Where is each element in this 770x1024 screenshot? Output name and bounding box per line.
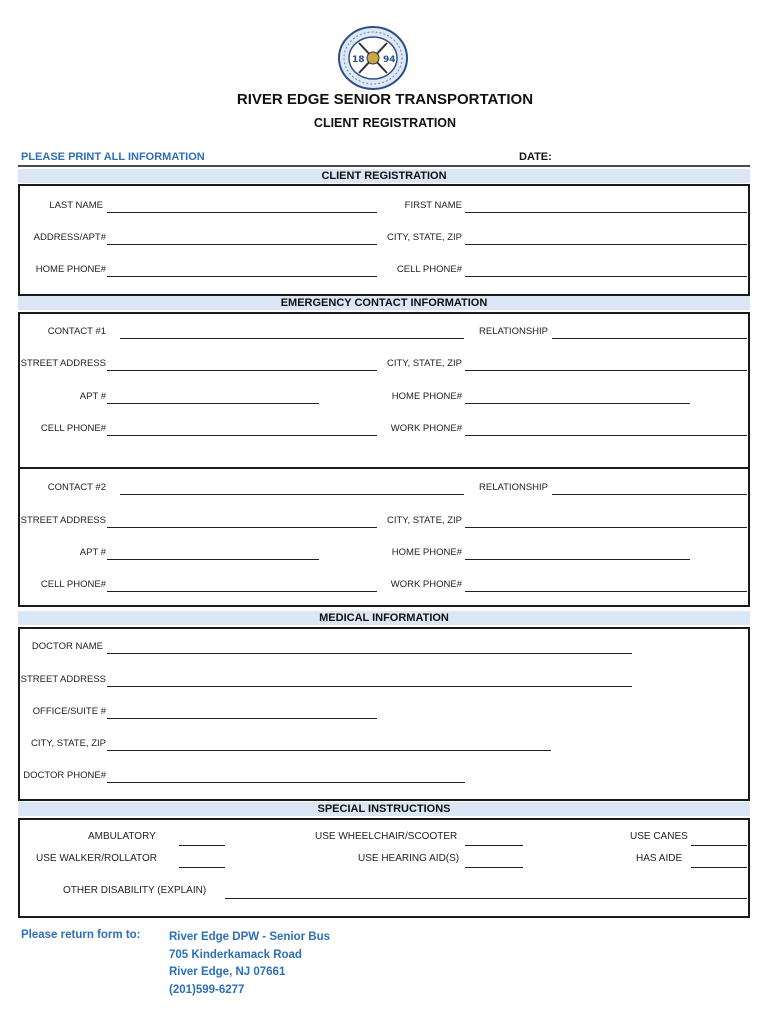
doctor-street-field[interactable] (107, 686, 632, 687)
address-field[interactable] (107, 244, 377, 245)
work-phone-2-label: WORK PHONE# (390, 579, 462, 590)
work-phone-1-field[interactable] (465, 435, 747, 436)
relationship-1-label: RELATIONSHIP (479, 326, 548, 337)
city-1-field[interactable] (465, 370, 747, 371)
apt-2-field[interactable] (107, 559, 319, 560)
street-1-field[interactable] (107, 370, 377, 371)
work-phone-1-label: WORK PHONE# (390, 423, 462, 434)
ambulatory-field[interactable] (179, 845, 225, 846)
return-address-line: River Edge DPW - Senior Bus (169, 931, 331, 943)
city-state-zip-label: CITY, STATE, ZIP (387, 232, 462, 243)
apt-2-label: APT # (79, 547, 106, 558)
emergency-section-heading: EMERGENCY CONTACT INFORMATION (18, 296, 750, 310)
borough-seal-icon (337, 25, 409, 91)
doctor-name-label: DOCTOR NAME (31, 641, 103, 652)
city-state-zip-field[interactable] (465, 244, 747, 245)
form-title: RIVER EDGE SENIOR TRANSPORTATION (236, 91, 534, 108)
first-name-field[interactable] (465, 212, 747, 213)
cell-phone-field[interactable] (465, 276, 747, 277)
wheelchair-label: USE WHEELCHAIR/SCOOTER (315, 831, 458, 842)
return-address-line: 705 Kinderkamack Road (169, 948, 302, 961)
contact-divider (18, 467, 750, 469)
doctor-name-field[interactable] (107, 653, 632, 654)
cell-phone-2-field[interactable] (107, 591, 377, 592)
hearing-aid-field[interactable] (465, 867, 523, 868)
relationship-1-field[interactable] (552, 338, 747, 339)
home-phone-1-field[interactable] (465, 403, 690, 404)
contact-1-field[interactable] (120, 338, 464, 339)
form-subtitle: CLIENT REGISTRATION (313, 116, 457, 130)
office-suite-label: OFFICE/SUITE # (32, 706, 106, 717)
return-address-line: River Edge, NJ 07661 (169, 966, 286, 978)
home-phone-label: HOME PHONE# (35, 264, 106, 275)
cell-phone-2-label: CELL PHONE# (40, 579, 106, 590)
relationship-2-label: RELATIONSHIP (479, 482, 548, 493)
address-label: ADDRESS/APT# (33, 232, 106, 243)
last-name-field[interactable] (107, 212, 377, 213)
special-section-heading: SPECIAL INSTRUCTIONS (18, 802, 750, 816)
apt-1-label: APT # (79, 391, 106, 402)
first-name-label: FIRST NAME (404, 200, 462, 211)
client-section-heading: CLIENT REGISTRATION (18, 169, 750, 183)
contact-2-label: CONTACT #2 (47, 482, 106, 493)
city-2-field[interactable] (465, 527, 747, 528)
aide-field[interactable] (691, 867, 747, 868)
doctor-phone-field[interactable] (107, 782, 465, 783)
canes-label: USE CANES (630, 831, 688, 842)
home-phone-1-label: HOME PHONE# (391, 391, 462, 402)
office-suite-field[interactable] (107, 718, 377, 719)
contact-1-label: CONTACT #1 (47, 326, 106, 337)
ambulatory-label: AMBULATORY (88, 831, 156, 842)
cell-phone-label: CELL PHONE# (396, 264, 462, 275)
relationship-2-field[interactable] (552, 494, 747, 495)
doctor-city-label: CITY, STATE, ZIP (31, 738, 106, 749)
return-label: Please return form to: (21, 929, 141, 941)
wheelchair-field[interactable] (465, 845, 523, 846)
cell-phone-1-label: CELL PHONE# (40, 423, 106, 434)
svg-text:94: 94 (383, 55, 396, 65)
home-phone-2-label: HOME PHONE# (391, 547, 462, 558)
cell-phone-1-field[interactable] (107, 435, 377, 436)
walker-label: USE WALKER/ROLLATOR (36, 853, 157, 864)
hearing-aid-label: USE HEARING AID(S) (358, 853, 460, 864)
print-note: PLEASE PRINT ALL INFORMATION (21, 151, 205, 163)
medical-section-heading: MEDICAL INFORMATION (18, 611, 750, 625)
return-address (169, 929, 330, 999)
svg-text:18: 18 (352, 55, 365, 65)
city-2-label: CITY, STATE, ZIP (387, 515, 462, 526)
last-name-label: LAST NAME (49, 200, 103, 211)
contact-2-field[interactable] (120, 494, 464, 495)
other-disability-field[interactable] (225, 898, 747, 899)
doctor-phone-label: DOCTOR PHONE# (23, 770, 106, 781)
work-phone-2-field[interactable] (465, 591, 747, 592)
street-2-label: STREET ADDRESS (20, 515, 106, 526)
date-label: DATE: (519, 151, 552, 163)
emergency-section-box (18, 312, 750, 607)
return-address-line: (201)599-6277 (169, 983, 245, 996)
header-rule (18, 165, 750, 167)
other-disability-label: OTHER DISABILITY (EXPLAIN) (63, 885, 207, 896)
city-1-label: CITY, STATE, ZIP (387, 358, 462, 369)
doctor-city-field[interactable] (107, 750, 551, 751)
walker-field[interactable] (179, 867, 225, 868)
aide-label: HAS AIDE (636, 853, 683, 864)
doctor-street-label: STREET ADDRESS (20, 674, 106, 685)
canes-field[interactable] (691, 845, 747, 846)
street-2-field[interactable] (107, 527, 377, 528)
street-1-label: STREET ADDRESS (20, 358, 106, 369)
apt-1-field[interactable] (107, 403, 319, 404)
home-phone-2-field[interactable] (465, 559, 690, 560)
home-phone-field[interactable] (107, 276, 377, 277)
